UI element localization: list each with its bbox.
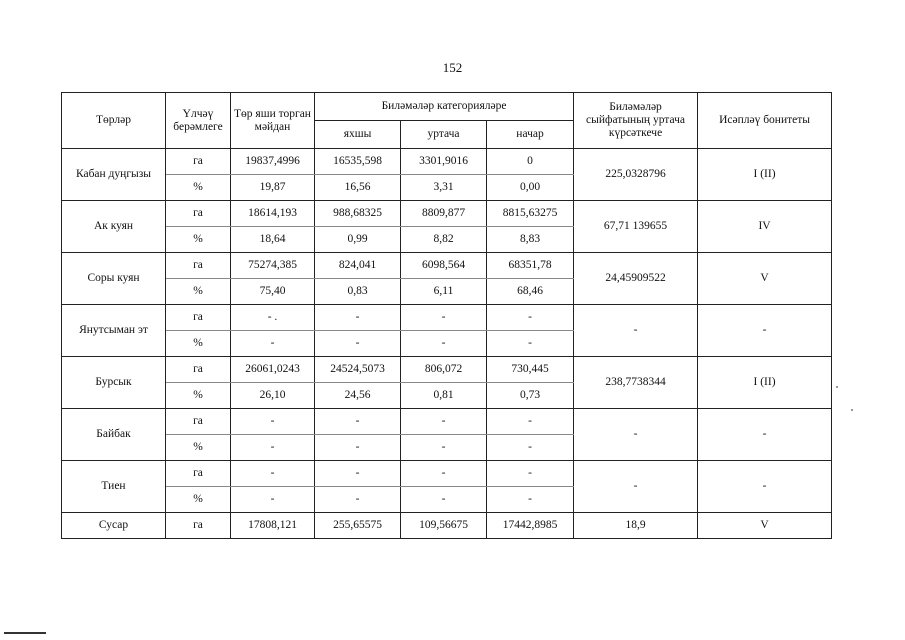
medium-cell: - bbox=[401, 409, 487, 435]
header-bad: начар bbox=[487, 121, 574, 149]
good-cell: 24524,5073 bbox=[315, 357, 401, 383]
good-cell: 988,68325 bbox=[315, 201, 401, 227]
good-cell: - bbox=[315, 305, 401, 331]
game-categories-table bbox=[61, 92, 832, 539]
area-cell: 19,87 bbox=[231, 175, 315, 201]
table-row bbox=[62, 357, 832, 383]
medium-cell: 806,072 bbox=[401, 357, 487, 383]
good-cell: 0,83 bbox=[315, 279, 401, 305]
medium-cell: 8809,877 bbox=[401, 201, 487, 227]
medium-cell: - bbox=[401, 461, 487, 487]
area-cell: 26,10 bbox=[231, 383, 315, 409]
medium-cell: 8,82 bbox=[401, 227, 487, 253]
header-categories-group: Биләмәләр категорияләре bbox=[315, 93, 574, 121]
bad-cell: - bbox=[487, 305, 574, 331]
bonitet-cell: IV bbox=[698, 201, 832, 253]
unit-cell: га bbox=[166, 253, 231, 279]
scan-speck bbox=[851, 409, 853, 411]
table-row bbox=[62, 149, 832, 175]
area-cell: - bbox=[231, 487, 315, 513]
bad-cell: - bbox=[487, 331, 574, 357]
species-name: Соры куян bbox=[62, 253, 166, 305]
unit-cell: % bbox=[166, 487, 231, 513]
medium-cell: - bbox=[401, 305, 487, 331]
unit-cell: га bbox=[166, 513, 231, 539]
unit-cell: % bbox=[166, 227, 231, 253]
species-name: Ак куян bbox=[62, 201, 166, 253]
good-cell: - bbox=[315, 461, 401, 487]
scan-mark bbox=[4, 632, 46, 634]
bonitet-cell: V bbox=[698, 513, 832, 539]
bonitet-cell: - bbox=[698, 305, 832, 357]
unit-cell: га bbox=[166, 409, 231, 435]
bonitet-cell: I (II) bbox=[698, 357, 832, 409]
area-cell: 18614,193 bbox=[231, 201, 315, 227]
area-cell: 75274,385 bbox=[231, 253, 315, 279]
area-cell: - bbox=[231, 409, 315, 435]
species-name: Тиен bbox=[62, 461, 166, 513]
bad-cell: - bbox=[487, 435, 574, 461]
table-row bbox=[62, 409, 832, 435]
bad-cell: 0,00 bbox=[487, 175, 574, 201]
bad-cell: - bbox=[487, 487, 574, 513]
medium-cell: - bbox=[401, 331, 487, 357]
bonitet-cell: - bbox=[698, 409, 832, 461]
bonitet-cell: I (II) bbox=[698, 149, 832, 201]
header-medium: уртача bbox=[401, 121, 487, 149]
unit-cell: % bbox=[166, 331, 231, 357]
area-cell: - bbox=[231, 435, 315, 461]
bad-cell: - bbox=[487, 409, 574, 435]
good-cell: - bbox=[315, 409, 401, 435]
area-cell: - . bbox=[231, 305, 315, 331]
good-cell: - bbox=[315, 331, 401, 357]
table-row bbox=[62, 201, 832, 227]
species-name: Бурсык bbox=[62, 357, 166, 409]
bad-cell: 68,46 bbox=[487, 279, 574, 305]
table-row bbox=[62, 253, 832, 279]
good-cell: 24,56 bbox=[315, 383, 401, 409]
good-cell: 824,041 bbox=[315, 253, 401, 279]
medium-cell: 0,81 bbox=[401, 383, 487, 409]
bad-cell: 0,73 bbox=[487, 383, 574, 409]
header-unit: Үлчәү берәмлеге bbox=[166, 93, 231, 149]
medium-cell: 6098,564 bbox=[401, 253, 487, 279]
medium-cell: 3301,9016 bbox=[401, 149, 487, 175]
avg-quality-cell: 24,45909522 bbox=[574, 253, 698, 305]
unit-cell: га bbox=[166, 149, 231, 175]
medium-cell: - bbox=[401, 435, 487, 461]
header-area: Төр яши торган мәйдан bbox=[231, 93, 315, 149]
unit-cell: га bbox=[166, 357, 231, 383]
unit-cell: га bbox=[166, 461, 231, 487]
avg-quality-cell: 225,0328796 bbox=[574, 149, 698, 201]
unit-cell: % bbox=[166, 175, 231, 201]
medium-cell: 109,56675 bbox=[401, 513, 487, 539]
unit-cell: % bbox=[166, 383, 231, 409]
unit-cell: га bbox=[166, 305, 231, 331]
area-cell: 18,64 bbox=[231, 227, 315, 253]
header-species: Төрләр bbox=[62, 93, 166, 149]
good-cell: - bbox=[315, 435, 401, 461]
header-good: яхшы bbox=[315, 121, 401, 149]
bad-cell: 0 bbox=[487, 149, 574, 175]
medium-cell: 6,11 bbox=[401, 279, 487, 305]
medium-cell: - bbox=[401, 487, 487, 513]
area-cell: 26061,0243 bbox=[231, 357, 315, 383]
area-cell: 17808,121 bbox=[231, 513, 315, 539]
bad-cell: 8815,63275 bbox=[487, 201, 574, 227]
species-name: Кабан дуңгызы bbox=[62, 149, 166, 201]
bad-cell: 730,445 bbox=[487, 357, 574, 383]
area-cell: 75,40 bbox=[231, 279, 315, 305]
table-row bbox=[62, 305, 832, 331]
bonitet-cell: V bbox=[698, 253, 832, 305]
species-name: Янутсыман эт bbox=[62, 305, 166, 357]
good-cell: 0,99 bbox=[315, 227, 401, 253]
avg-quality-cell: - bbox=[574, 409, 698, 461]
avg-quality-cell: 238,7738344 bbox=[574, 357, 698, 409]
bad-cell: 68351,78 bbox=[487, 253, 574, 279]
avg-quality-cell: - bbox=[574, 305, 698, 357]
area-cell: 19837,4996 bbox=[231, 149, 315, 175]
unit-cell: % bbox=[166, 435, 231, 461]
unit-cell: % bbox=[166, 279, 231, 305]
avg-quality-cell: - bbox=[574, 461, 698, 513]
bonitet-cell: - bbox=[698, 461, 832, 513]
bad-cell: - bbox=[487, 461, 574, 487]
header-avg-quality: Биләмәләр сыйфатының уртача күрсәткече bbox=[574, 93, 698, 149]
bad-cell: 17442,8985 bbox=[487, 513, 574, 539]
scan-speck bbox=[836, 386, 838, 388]
unit-cell: га bbox=[166, 201, 231, 227]
good-cell: 16535,598 bbox=[315, 149, 401, 175]
bad-cell: 8,83 bbox=[487, 227, 574, 253]
header-bonitet: Исәпләү бонитеты bbox=[698, 93, 832, 149]
area-cell: - bbox=[231, 461, 315, 487]
good-cell: 16,56 bbox=[315, 175, 401, 201]
good-cell: - bbox=[315, 487, 401, 513]
table-row bbox=[62, 461, 832, 487]
table-row bbox=[62, 513, 832, 539]
area-cell: - bbox=[231, 331, 315, 357]
avg-quality-cell: 67,71 139655 bbox=[574, 201, 698, 253]
page-number: 152 bbox=[442, 60, 463, 75]
avg-quality-cell: 18,9 bbox=[574, 513, 698, 539]
species-name: Байбак bbox=[62, 409, 166, 461]
species-name: Сусар bbox=[62, 513, 166, 539]
good-cell: 255,65575 bbox=[315, 513, 401, 539]
medium-cell: 3,31 bbox=[401, 175, 487, 201]
